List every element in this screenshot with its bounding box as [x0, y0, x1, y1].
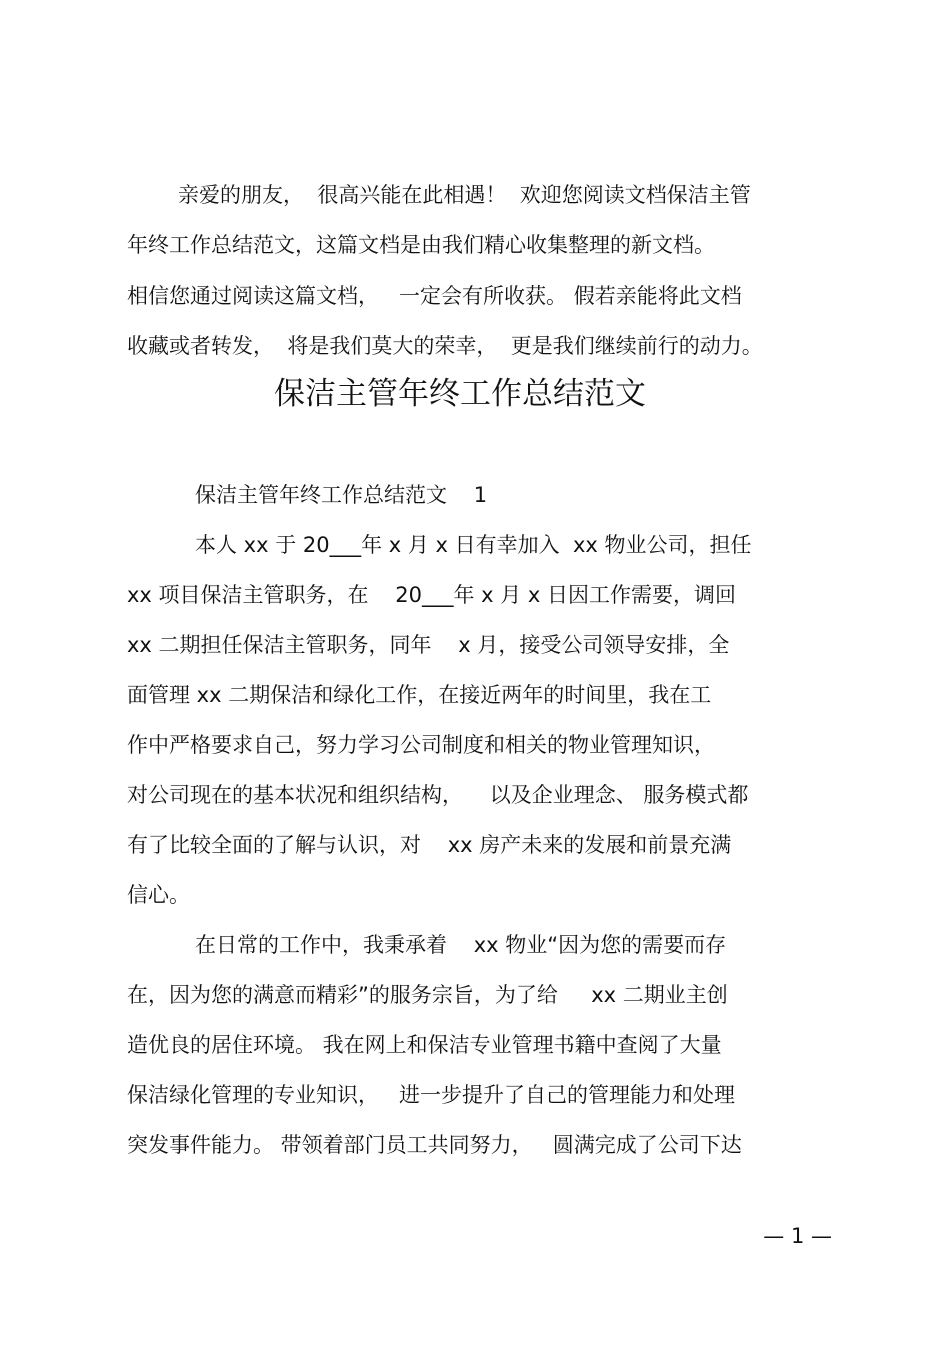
- para1-line-1: 本人 xx 于 20___年 x 月 x 日有幸加入 xx 物业公司，担任: [195, 533, 752, 557]
- para2-line-4: 保洁绿化管理的专业知识， 进一步提升了自己的管理能力和处理: [127, 1083, 736, 1107]
- para2-line-1: 在日常的工作中，我秉承着 xx 物业“因为您的需要而存: [195, 933, 727, 957]
- page-number: — 1 —: [763, 1224, 832, 1248]
- para1-line-3: xx 二期担任保洁主管职务，同年 x 月，接受公司领导安排，全: [127, 633, 730, 657]
- para1-line-7: 有了比较全面的了解与认识，对 xx 房产未来的发展和前景充满: [127, 833, 732, 857]
- intro-line-2: 年终工作总结范文，这篇文档是由我们精心收集整理的新文档。: [127, 233, 715, 257]
- para1-line-2: xx 项目保洁主管职务，在 20___年 x 月 x 日因工作需要，调回: [127, 583, 737, 607]
- para1-line-4: 面管理 xx 二期保洁和绿化工作，在接近两年的时间里，我在工: [127, 683, 712, 707]
- intro-line-4: 收藏或者转发， 将是我们莫大的荣幸， 更是我们继续前行的动力。: [127, 334, 763, 358]
- para2-line-3: 造优良的居住环境。 我在网上和保洁专业管理书籍中查阅了大量: [127, 1033, 722, 1057]
- para1-line-8: 信心。: [127, 883, 190, 907]
- document-title: 保洁主管年终工作总结范文: [274, 376, 646, 412]
- para1-line-5: 作中严格要求自己，努力学习公司制度和相关的物业管理知识，: [127, 733, 715, 757]
- intro-line-3: 相信您通过阅读这篇文档， 一定会有所收获。 假若亲能将此文档: [127, 284, 742, 308]
- para1-line-6: 对公司现在的基本状况和组织结构， 以及企业理念、 服务模式都: [127, 783, 749, 807]
- section-heading: 保洁主管年终工作总结范文 1: [195, 483, 488, 507]
- para2-line-2: 在，因为您的满意而精彩”的服务宗旨，为了给 xx 二期业主创: [127, 983, 728, 1007]
- intro-line-1: 亲爱的朋友， 很高兴能在此相遇！ 欢迎您阅读文档保洁主管: [178, 183, 751, 207]
- para2-line-5: 突发事件能力。 带领着部门员工共同努力， 圆满完成了公司下达: [127, 1133, 742, 1157]
